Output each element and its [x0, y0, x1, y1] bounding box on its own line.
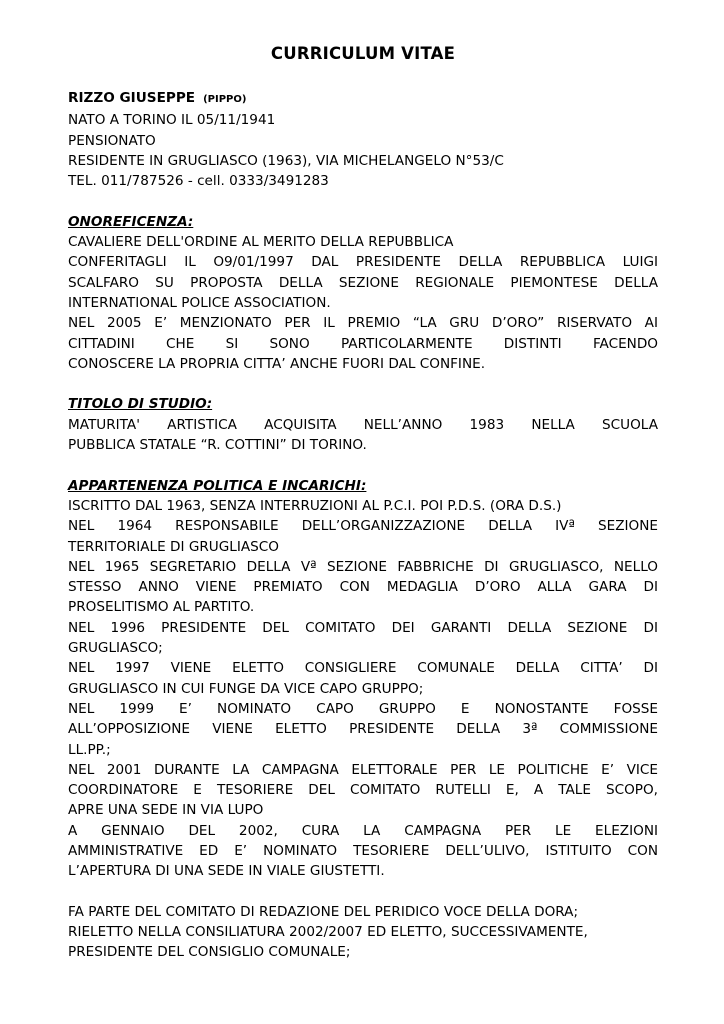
closing-line: FA PARTE DEL COMITATO DI REDAZIONE DEL PERIDICO VOCE DELLA DORA; — [68, 903, 579, 920]
honors-line: INTERNATIONAL POLICE ASSOCIATION. — [68, 294, 331, 311]
politics-section — [68, 476, 658, 882]
honors-line: CONFERITAGLI IL O9/01/1997 DAL PRESIDENTE DELLA REPUBBLICA LUIGI — [68, 254, 658, 271]
honors-heading: ONOREFICENZA: — [68, 213, 194, 230]
politics-line: PROSELITISMO AL PARTITO. — [68, 599, 255, 616]
politics-line: NEL 1997 VIENE ELETTO CONSIGLIERE COMUNALE DELLA CITTA’ DI — [68, 660, 658, 677]
politics-line: GRUGLIASCO IN CUI FUNGE DA VICE CAPO GRUPPO; — [68, 680, 424, 697]
person-nickname: (PIPPO) — [203, 94, 247, 105]
status-line: PENSIONATO — [68, 132, 156, 149]
personal-info — [68, 88, 658, 191]
closing-line: RIELETTO NELLA CONSILIATURA 2002/2007 ED ELETTO, SUCCESSIVAMENTE, — [68, 924, 588, 941]
politics-line: ALL’OPPOSIZIONE VIENE ELETTO PRESIDENTE DELLA 3ª COMMISSIONE — [68, 721, 658, 738]
birth-line: NATO A TORINO IL 05/11/1941 — [68, 112, 276, 129]
honors-line: CAVALIERE DELL'ORDINE AL MERITO DELLA REPUBBLICA — [68, 234, 454, 251]
honors-line: NEL 2005 E’ MENZIONATO PER IL PREMIO “LA GRU D’ORO” RISERVATO AI — [68, 315, 658, 332]
phone-line: TEL. 011/787526 - cell. 0333/3491283 — [68, 173, 329, 190]
politics-line: TERRITORIALE DI GRUGLIASCO — [68, 538, 279, 555]
politics-line: NEL 1996 PRESIDENTE DEL COMITATO DEI GARANTI DELLA SEZIONE DI — [68, 619, 658, 636]
education-section — [68, 394, 658, 455]
honors-line: CITTADINI CHE SI SONO PARTICOLARMENTE DISTINTI FACENDO — [68, 335, 658, 352]
politics-line: NEL 1965 SEGRETARIO DELLA Vª SEZIONE FABBRICHE DI GRUGLIASCO, NELLO — [68, 558, 658, 575]
closing-section — [68, 902, 658, 963]
education-line: MATURITA' ARTISTICA ACQUISITA NELL’ANNO 1983 NELLA SCUOLA — [68, 416, 658, 433]
politics-line: AMMINISTRATIVE ED E’ NOMINATO TESORIERE DELL’ULIVO, ISTITUITO CON — [68, 842, 658, 859]
residence-line: RESIDENTE IN GRUGLIASCO (1963), VIA MICHELANGELO N°53/C — [68, 152, 504, 169]
honors-line: CONOSCERE LA PROPRIA CITTA’ ANCHE FUORI DAL CONFINE. — [68, 355, 486, 372]
closing-line: PRESIDENTE DEL CONSIGLIO COMUNALE; — [68, 944, 351, 961]
politics-heading: APPARTENENZA POLITICA E INCARICHI: — [68, 477, 367, 494]
name-line — [68, 88, 658, 110]
politics-line: A GENNAIO DEL 2002, CURA LA CAMPAGNA PER LE ELEZIONI — [68, 822, 658, 839]
politics-line: APRE UNA SEDE IN VIA LUPO — [68, 802, 264, 819]
politics-line: LL.PP.; — [68, 741, 111, 758]
politics-line: ISCRITTO DAL 1963, SENZA INTERRUZIONI AL P.C.I. POI P.D.S. (ORA D.S.) — [68, 497, 562, 514]
politics-line: NEL 1964 RESPONSABILE DELL’ORGANIZZAZIONE DELLA IVª SEZIONE — [68, 518, 658, 535]
politics-line: NEL 1999 E’ NOMINATO CAPO GRUPPO E NONOSTANTE FOSSE — [68, 700, 658, 717]
honors-section — [68, 212, 658, 374]
politics-line: COORDINATORE E TESORIERE DEL COMITATO RUTELLI E, A TALE SCOPO, — [68, 782, 658, 799]
honors-line: SCALFARO SU PROPOSTA DELLA SEZIONE REGIONALE PIEMONTESE DELLA — [68, 274, 658, 291]
politics-line: L’APERTURA DI UNA SEDE IN VIALE GIUSTETTI. — [68, 863, 385, 880]
politics-line: STESSO ANNO VIENE PREMIATO CON MEDAGLIA D’ORO ALLA GARA DI — [68, 579, 658, 596]
person-name: RIZZO GIUSEPPE — [68, 90, 196, 106]
document-title: CURRICULUM VITAE — [270, 44, 456, 63]
politics-line: GRUGLIASCO; — [68, 640, 163, 657]
education-line: PUBBLICA STATALE “R. COTTINI” DI TORINO. — [68, 437, 367, 454]
education-heading: TITOLO DI STUDIO: — [68, 396, 213, 413]
politics-line: NEL 2001 DURANTE LA CAMPAGNA ELETTORALE PER LE POLITICHE E’ VICE — [68, 761, 658, 778]
